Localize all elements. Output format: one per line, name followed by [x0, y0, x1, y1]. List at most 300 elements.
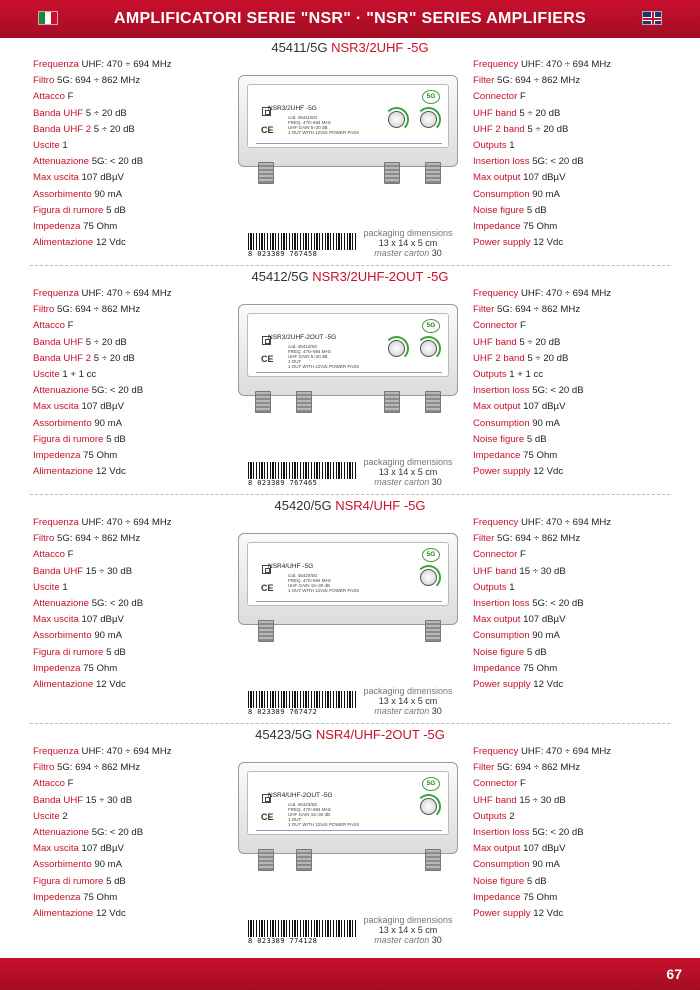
spec-value: 5 ÷ 20 dB [93, 352, 135, 364]
spec-row [33, 73, 233, 89]
spec-row [33, 874, 233, 890]
spec-row [33, 235, 233, 251]
device-detail-line: cod. 45420/5G [288, 573, 318, 578]
spec-label: Figura di rumore [33, 875, 104, 887]
device-model-label: NSR3/2UHF -5G [268, 105, 317, 112]
master-carton [358, 477, 458, 487]
amplifier-image [238, 533, 458, 625]
spec-label: Alimentazione [33, 678, 94, 690]
spec-label: Outputs [473, 368, 507, 380]
spec-label: Noise figure [473, 875, 525, 887]
spec-value: 15 ÷ 30 dB [519, 565, 566, 577]
spec-label: Attacco [33, 778, 65, 790]
spec-row [473, 645, 673, 661]
product-section [0, 725, 700, 954]
spec-label: Consumption [473, 188, 530, 200]
spec-value: F [67, 549, 74, 561]
spec-label: Banda UHF 2 [33, 352, 92, 364]
spec-label: Uscite [33, 368, 60, 380]
spec-row [473, 416, 673, 432]
spec-value: 5 dB [526, 646, 547, 658]
spec-value: 12 Vdc [533, 907, 564, 919]
spec-value: 5G: 694 ÷ 862 MHz [57, 75, 141, 87]
spec-row [473, 547, 673, 563]
spec-label: Figura di rumore [33, 433, 104, 445]
spec-row [33, 448, 233, 464]
spec-row [33, 661, 233, 677]
section-divider [30, 265, 670, 266]
spec-row [473, 760, 673, 776]
spec-row [473, 776, 673, 792]
spec-row [473, 531, 673, 547]
spec-value: 107 dBµV [81, 172, 124, 184]
spec-row [33, 89, 233, 105]
product-title [0, 269, 700, 284]
spec-row [33, 906, 233, 922]
spec-value: 75 Ohm [523, 891, 558, 903]
device-model-label: NSR3/2UHF-2OUT -5G [268, 334, 337, 341]
spec-label: Frequenza [33, 288, 79, 299]
spec-label: Noise figure [473, 433, 525, 445]
spec-label: Impedance [473, 449, 521, 461]
barcode [248, 691, 358, 716]
spec-label: Alimentazione [33, 466, 94, 478]
f-connector-icon [255, 391, 271, 413]
device-detail-line: FREQ. 470÷694 MHz [288, 120, 331, 125]
spec-value: 15 ÷ 30 dB [85, 565, 133, 577]
spec-value: 1 [509, 581, 515, 593]
spec-value: 12 Vdc [95, 466, 126, 478]
spec-row [33, 351, 233, 367]
master-carton-label: master carton [374, 706, 430, 716]
spec-row [473, 203, 673, 219]
spec-value: 90 mA [94, 859, 123, 871]
spec-label: Filtro [33, 533, 55, 545]
spec-value: 5 dB [526, 433, 547, 445]
page-number: 67 [666, 966, 682, 982]
spec-list-italian [33, 57, 233, 251]
spec-row [33, 760, 233, 776]
spec-value: 5G: 694 ÷ 862 MHz [57, 762, 141, 774]
device-detail-line: FREQ. 470÷694 MHz [288, 807, 331, 812]
packaging-info [358, 457, 458, 487]
spec-row [473, 874, 673, 890]
spec-label: Frequenza [33, 517, 79, 528]
f-connector-icon [258, 849, 274, 871]
spec-value: F [519, 778, 526, 790]
master-carton-label: master carton [374, 935, 430, 945]
spec-row [473, 857, 673, 873]
product-model: NSR4/UHF -5G [335, 498, 426, 513]
master-carton-qty: 30 [431, 248, 442, 258]
spec-value: 75 Ohm [83, 220, 118, 232]
amplifier-image [238, 304, 458, 396]
spec-row [473, 351, 673, 367]
spec-label: Filter [473, 762, 495, 774]
f-connector-icon [296, 849, 312, 871]
spec-row [33, 464, 233, 480]
spec-list-english [473, 515, 673, 693]
spec-value: 12 Vdc [533, 466, 564, 478]
spec-value: UHF: 470 ÷ 694 MHz [521, 517, 612, 528]
spec-value: 5G: 694 ÷ 862 MHz [497, 304, 581, 316]
spec-value: 107 dBµV [523, 172, 566, 184]
product-title [0, 498, 700, 513]
spec-row [33, 367, 233, 383]
f-connector-icon [296, 391, 312, 413]
spec-label: Power supply [473, 466, 531, 478]
spec-row [473, 367, 673, 383]
spec-row [473, 302, 673, 318]
barcode-number: 8 023389 767458 [248, 250, 318, 258]
5g-badge-icon: 5G [422, 548, 440, 562]
spec-value: 5 ÷ 20 dB [85, 107, 127, 119]
device-detail-line: UHF GAIN 15÷30 dB [288, 812, 330, 817]
device-model-label: NSR4/UHF-2OUT -5G [268, 792, 333, 799]
spec-label: UHF band [473, 565, 517, 577]
spec-value: 5 dB [106, 204, 126, 216]
packaging-dimensions: 13 x 14 x 5 cm [378, 467, 438, 477]
spec-label: Noise figure [473, 204, 525, 216]
5g-badge-icon: 5G [422, 777, 440, 791]
spec-row [473, 335, 673, 351]
spec-label: Attenuazione [33, 385, 90, 397]
spec-value: 12 Vdc [95, 678, 126, 690]
spec-row [473, 318, 673, 334]
spec-value: 107 dBµV [523, 614, 566, 626]
spec-label: Frequency [473, 59, 519, 70]
spec-label: Outputs [473, 581, 507, 593]
spec-label: Alimentazione [33, 907, 94, 919]
spec-row [33, 841, 233, 857]
spec-value: 90 mA [94, 630, 123, 642]
device-detail-line: 1 OUT WITH 12Vdc POWER PASS [288, 588, 360, 593]
spec-row [473, 399, 673, 415]
spec-row [473, 793, 673, 809]
spec-label: Consumption [473, 859, 530, 871]
spec-row [473, 464, 673, 480]
spec-label: Max output [473, 614, 521, 626]
device-panel [247, 313, 449, 377]
ce-mark-icon: CE [261, 125, 274, 135]
device-detail-line: 1 OUT [288, 817, 302, 822]
f-connector-icon [425, 162, 441, 184]
product-code: 45411/5G [271, 40, 328, 55]
device-detail-line: UHF GAIN 15÷30 dB [288, 583, 330, 588]
spec-label: Filtro [33, 762, 55, 774]
spec-label: Attacco [33, 91, 65, 103]
spec-label: Filter [473, 75, 495, 87]
spec-value: 90 mA [532, 417, 560, 429]
device-detail-line: 1 OUT WITH 12Vdc POWER PASS [288, 822, 360, 827]
spec-label: Connector [473, 91, 518, 103]
spec-label: Banda UHF [33, 336, 84, 348]
spec-value: F [67, 778, 74, 790]
spec-value: UHF: 470 ÷ 694 MHz [521, 746, 612, 757]
spec-row [33, 122, 233, 138]
spec-row [33, 744, 233, 760]
device-panel [247, 84, 449, 148]
spec-value: 5 dB [526, 204, 547, 216]
spec-row [33, 154, 233, 170]
spec-label: Figura di rumore [33, 646, 104, 658]
spec-label: Power supply [473, 237, 531, 249]
spec-row [473, 89, 673, 105]
spec-label: Banda UHF [33, 565, 84, 577]
spec-label: Banda UHF [33, 107, 84, 119]
device-detail-line: 1 OUT [288, 359, 302, 364]
packaging-dimensions: 13 x 14 x 5 cm [378, 925, 438, 935]
packaging-info [358, 686, 458, 716]
spec-value: UHF: 470 ÷ 694 MHz [521, 59, 612, 70]
spec-value: 5G: 694 ÷ 862 MHz [497, 75, 581, 87]
spec-list-english [473, 57, 673, 251]
spec-value: 5 dB [106, 875, 126, 887]
spec-value: 5G: < 20 dB [532, 156, 584, 168]
spec-row [473, 383, 673, 399]
spec-label: Assorbimento [33, 859, 92, 871]
spec-value: 12 Vdc [533, 678, 564, 690]
spec-row [33, 612, 233, 628]
spec-label: Banda UHF [33, 794, 84, 806]
spec-row [473, 580, 673, 596]
spec-value: 75 Ohm [523, 449, 558, 461]
product-code: 45420/5G [274, 498, 332, 513]
product-title [0, 40, 700, 55]
spec-row [33, 645, 233, 661]
spec-value: 5G: 694 ÷ 862 MHz [57, 533, 141, 545]
spec-row [33, 677, 233, 693]
spec-label: Frequency [473, 746, 519, 757]
device-detail-line: cod. 45423/5G [288, 802, 318, 807]
product-model: NSR4/UHF-2OUT -5G [315, 727, 445, 742]
spec-value: UHF: 470 ÷ 694 MHz [81, 517, 172, 528]
product-section [0, 496, 700, 725]
spec-label: Attenuazione [33, 156, 90, 168]
gain-knob-icon [420, 798, 437, 815]
spec-label: Connector [473, 549, 518, 561]
device-model-label: NSR4/UHF -5G [268, 563, 314, 570]
device-rail [256, 601, 442, 602]
gain-knob-icon [420, 340, 437, 357]
barcode-number: 8 023389 774128 [248, 937, 318, 945]
spec-row [473, 628, 673, 644]
spec-value: 5 ÷ 20 dB [85, 336, 127, 348]
spec-label: Uscite [33, 581, 60, 593]
f-connector-icon [258, 620, 274, 642]
packaging-info [358, 228, 458, 258]
spec-label: Connector [473, 778, 518, 790]
spec-row [473, 286, 673, 302]
spec-label: Frequenza [33, 746, 79, 757]
spec-label: Uscite [33, 139, 60, 151]
master-carton [358, 248, 458, 258]
f-connector-icon [258, 162, 274, 184]
spec-value: 90 mA [532, 859, 560, 871]
spec-label: Power supply [473, 907, 531, 919]
spec-value: UHF: 470 ÷ 694 MHz [81, 746, 172, 757]
spec-row [33, 596, 233, 612]
spec-value: 12 Vdc [533, 237, 564, 249]
spec-label: Impedenza [33, 220, 81, 232]
spec-list-italian [33, 286, 233, 480]
spec-row [473, 906, 673, 922]
page-title: AMPLIFICATORI SERIE "NSR" · "NSR" SERIES AMPLIFIERS [113, 10, 587, 27]
spec-row [473, 57, 673, 73]
spec-label: Frequency [473, 517, 519, 528]
italian-flag-icon [38, 11, 58, 25]
device-detail-line: 1 OUT WITH 12Vdc POWER PASS [288, 130, 360, 135]
page-footer [0, 958, 700, 990]
spec-label: Insertion loss [473, 597, 530, 609]
amplifier-image [238, 762, 458, 854]
spec-label: Assorbimento [33, 417, 92, 429]
spec-value: F [519, 549, 526, 561]
packaging-label: packaging dimensions [363, 228, 453, 238]
spec-label: Insertion loss [473, 826, 530, 838]
spec-row [33, 432, 233, 448]
spec-row [33, 286, 233, 302]
spec-list-italian [33, 515, 233, 693]
f-connector-icon [384, 391, 400, 413]
f-connector-icon [425, 391, 441, 413]
spec-label: Max uscita [33, 172, 79, 184]
device-detail-line: FREQ. 470÷694 MHz [288, 578, 331, 583]
spec-row [473, 448, 673, 464]
spec-value: F [67, 91, 74, 103]
product-model: NSR3/2UHF-2OUT -5G [312, 269, 449, 284]
barcode-number: 8 023389 767472 [248, 708, 318, 716]
spec-row [33, 776, 233, 792]
spec-row [33, 793, 233, 809]
spec-row [473, 73, 673, 89]
spec-value: 5 dB [106, 433, 126, 445]
spec-value: 5G: < 20 dB [532, 826, 584, 838]
spec-value: 75 Ohm [523, 220, 558, 232]
master-carton-label: master carton [374, 248, 430, 258]
spec-value: 15 ÷ 30 dB [85, 794, 133, 806]
barcode [248, 233, 358, 258]
spec-list-english [473, 744, 673, 922]
spec-row [33, 302, 233, 318]
spec-label: Max uscita [33, 843, 79, 855]
spec-value: 12 Vdc [95, 907, 126, 919]
spec-value: 107 dBµV [523, 843, 566, 855]
spec-value: 5G: 694 ÷ 862 MHz [57, 304, 141, 316]
product-section [0, 267, 700, 496]
spec-value: 107 dBµV [81, 401, 124, 413]
spec-value: F [519, 91, 526, 103]
ce-mark-icon: CE [261, 812, 274, 822]
spec-row [473, 515, 673, 531]
spec-row [33, 628, 233, 644]
amplifier-image [238, 75, 458, 167]
spec-list-english [473, 286, 673, 480]
spec-label: UHF band [473, 794, 517, 806]
barcode-number: 8 023389 767465 [248, 479, 318, 487]
spec-value: 75 Ohm [83, 662, 118, 674]
spec-row [33, 857, 233, 873]
spec-value: 5G: < 20 dB [91, 385, 144, 397]
spec-value: 1 [509, 139, 515, 151]
spec-row [473, 170, 673, 186]
uk-flag-icon [642, 11, 662, 25]
spec-row [33, 399, 233, 415]
spec-value: 5G: < 20 dB [91, 597, 144, 609]
spec-row [473, 661, 673, 677]
spec-value: 75 Ohm [83, 449, 118, 461]
section-divider [30, 723, 670, 724]
spec-row [473, 564, 673, 580]
spec-row [33, 106, 233, 122]
spec-row [473, 106, 673, 122]
spec-value: 5 dB [526, 875, 547, 887]
spec-label: Max output [473, 401, 521, 413]
spec-value: F [67, 320, 74, 332]
spec-row [473, 154, 673, 170]
spec-label: Connector [473, 320, 518, 332]
spec-value: 5G: < 20 dB [91, 826, 144, 838]
device-panel [247, 542, 449, 606]
spec-row [473, 744, 673, 760]
spec-label: Insertion loss [473, 385, 530, 397]
spec-label: Outputs [473, 810, 507, 822]
spec-value: 5 ÷ 20 dB [527, 123, 569, 135]
spec-value: 5 ÷ 20 dB [519, 336, 561, 348]
spec-list-italian [33, 744, 233, 922]
spec-value: 90 mA [532, 630, 560, 642]
spec-row [33, 416, 233, 432]
spec-row [473, 219, 673, 235]
spec-label: UHF band [473, 336, 517, 348]
spec-value: 12 Vdc [95, 237, 126, 249]
spec-label: Filtro [33, 75, 55, 87]
spec-label: Impedance [473, 891, 521, 903]
spec-value: 1 + 1 cc [62, 368, 97, 380]
spec-value: 5 ÷ 20 dB [527, 352, 569, 364]
device-detail-line: UHF GAIN 5÷20 dB [288, 125, 328, 130]
5g-badge-icon: 5G [422, 319, 440, 333]
spec-row [33, 825, 233, 841]
spec-row [33, 564, 233, 580]
spec-label: UHF 2 band [473, 123, 525, 135]
f-connector-icon [384, 162, 400, 184]
spec-label: UHF band [473, 107, 517, 119]
spec-label: Outputs [473, 139, 507, 151]
spec-value: 90 mA [94, 417, 123, 429]
spec-row [473, 890, 673, 906]
spec-row [33, 531, 233, 547]
master-carton-label: master carton [374, 477, 430, 487]
5g-badge-icon: 5G [422, 90, 440, 104]
gain-knob-icon [388, 111, 405, 128]
spec-row [33, 57, 233, 73]
spec-value: 75 Ohm [523, 662, 558, 674]
product-title [0, 727, 700, 742]
spec-label: Impedenza [33, 662, 81, 674]
spec-label: Attenuazione [33, 826, 90, 838]
master-carton [358, 935, 458, 945]
f-connector-icon [425, 849, 441, 871]
spec-label: Attacco [33, 320, 65, 332]
spec-row [33, 890, 233, 906]
spec-value: 90 mA [532, 188, 560, 200]
spec-label: Max output [473, 843, 521, 855]
spec-value: 5 ÷ 20 dB [93, 123, 135, 135]
device-detail-line: FREQ. 470÷694 MHz [288, 349, 331, 354]
spec-label: Banda UHF 2 [33, 123, 92, 135]
spec-row [473, 825, 673, 841]
